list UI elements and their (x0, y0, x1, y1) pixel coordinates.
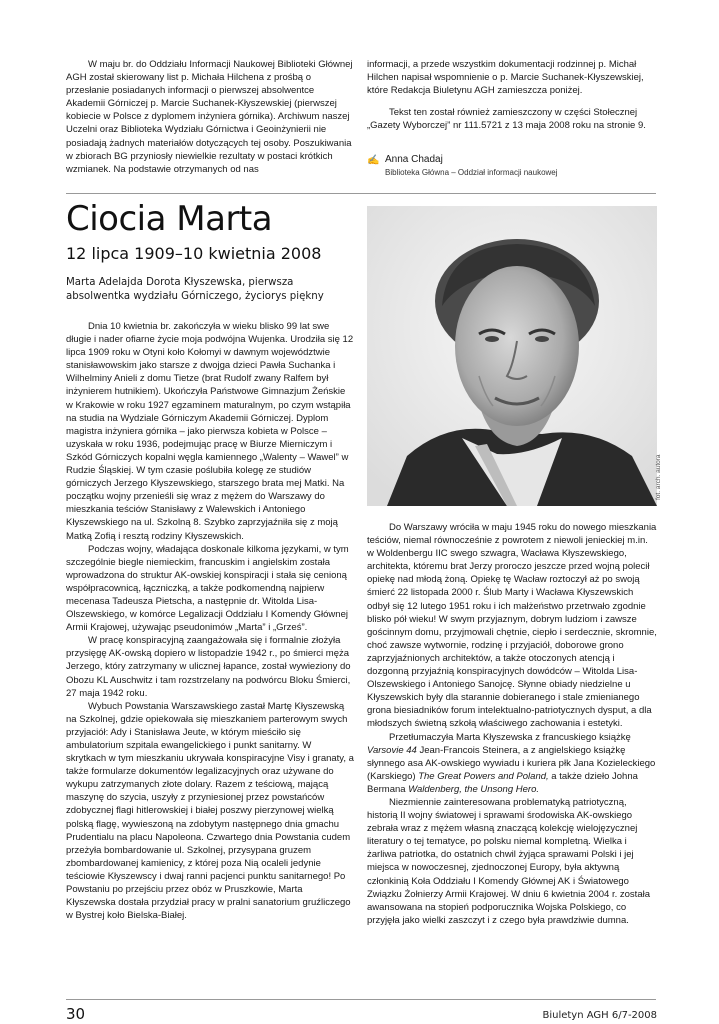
article-paragraph-translations (367, 731, 657, 796)
text-span: a także dzieło Johna Bermana (367, 770, 638, 795)
intro-left-column (66, 58, 355, 176)
author-name: Anna Chadaj (385, 154, 443, 165)
journal-name: Biuletyn AGH 6/7-2008 (542, 1010, 657, 1021)
article-left-column (66, 320, 354, 922)
author-affiliation: Biblioteka Główna – Oddział informacji naukowej (385, 168, 558, 177)
article-lead: Marta Adelajda Dorota Kłyszewska, pierwsza absolwentka wydziału Górniczego, życiorys piękny (66, 277, 324, 302)
article-right-column (367, 521, 657, 927)
intro-right-paragraph-1: informacji, a przede wszystkim dokumentacji rodzinnej p. Michał Hilchen napisał wspomnienie o p. Marcie Suchanek-Kłyszewskiej, które Redakcja Biuletynu AGH zamieszcza poniżej. (367, 59, 644, 97)
portrait-photo (367, 206, 657, 506)
pen-icon: ✍ (367, 155, 380, 166)
article-paragraph: Wybuch Powstania Warszawskiego zastał Martę Kłyszewską na Szkolnej, gdzie opiekowała się mieszkaniem parterowym swych przyjaciół: Ady i Stanisława Jeute, w którym mieściło się ambulatorium szpitala ewangelickiego i punkt sanitarny. W skrytkach w tym mieszkaniu ukrywała konspiracyjne Visy i granaty, a także formularze dokumentów legalizacyjnych oraz używane do wykupu zatrzymanych złote dolary. Razem z teściową, mającą maszynę do szycia, uszyły z przyniesionej przez powstańców zdobycznej flagi hitlerowskiej i białej poszwy pierzynowej wielką polską flagę, wywieszoną na zdobytym następnego dnia gmachu Prudentialu na placu Napoleona. Czwartego dnia Powstania cudem przeżyła bombardowanie ul. Szkolnej, przysypana gruzem zbombardowanej kamienicy, z której poza Nią ocaleli jedynie teściowie Kłyszewscy i dwaj ranni pacjenci punktu sanitarnego! Po Powstaniu po przejściu przez obóz w Pruszkowie, Marta Kłyszewska dostała przydział pracy w pralni sanatorium gruźliczego w Bystrej koło Bielska-Białej. (66, 700, 354, 922)
text-span: Jean-Francois Steinera, a z angielskiego książkę słynnego asa AK-owskiego wywiadu i kuriera płk Jana Kozieleckiego (Karskiego) (367, 744, 656, 782)
text-span: Przetłumaczyła Marta Kłyszewska z francuskiego książkę (389, 731, 631, 743)
book-title: Varsovie 44 (367, 744, 417, 756)
footer-divider (66, 999, 656, 1000)
article-paragraph: Podczas wojny, władająca doskonale kilkoma językami, w tym szczególnie biegle niemieckim, francuskim i angielskim została wprowadzona do struktur AK-owskiej konspiracji i stała się cenioną współpracownicą, łączniczką, a także podkomendną najpierw mecenasa Tadeusza Pietscha, a następnie dr. Witolda Lisa-Olszewskiego, w komórce Legalizacji Oddziału I Komendy Głównej Armii Krajowej, używając pseudonimów „Marta” i „Grześ”. (66, 543, 349, 634)
book-title: Waldenberg, the Unsong Hero. (408, 783, 539, 795)
intro-left-paragraph: W maju br. do Oddziału Informacji Naukowej Biblioteki Głównej AGH został skierowany list p. Michała Hilchena z prośbą o przesłanie posiadanych informacji o pierwszej absolwentce Akademii Górniczej p. Marcie Suchanek-Kłyszewskiej (pierwszej kobiecie w Polsce z dyplomem inżyniera górnika). Archiwum naszej Uczelni oraz Biblioteka Wydziału Górnictwa i Geoinżynierii nie posiadają żadnych materiałów dotyczących tej osoby. Poszukiwania w zbiorach BG przyniosły niewielkie rezultaty w postaci krótkich wzmianek. Na podstawie otrzymanych od nas (66, 59, 353, 175)
article-subtitle: 12 lipca 1909–10 kwietnia 2008 (66, 244, 322, 263)
intro-right-paragraph-2: Tekst ten został również zamieszczony w części Stołecznej „Gazety Wyborczej” nr 111.5721 z 13 maja 2008 roku na stronie 9. (367, 107, 646, 132)
article-paragraph: W pracę konspiracyjną zaangażowała się i formalnie złożyła przysięgę AK-owską dopiero w listopadzie 1942 r., po śmierci męża Jerzego, który zatrzymany w ulicznej łapance, został wywieziony do Obozu KL Auschwitz i tam rozstrzelany na podwórcu Bloku Śmierci, 27 maja 1942 roku. (66, 635, 351, 699)
photo-credit: fot. arch. autora (655, 454, 662, 500)
intro-author (367, 154, 657, 177)
article-title: Ciocia Marta (66, 199, 273, 239)
top-divider (66, 193, 656, 194)
book-title: The Great Powers and Poland, (418, 770, 549, 782)
intro-right-column (367, 58, 656, 132)
article-paragraph: Niezmiennie zainteresowana problematyką patriotyczną, historią II wojny światowej i sprawami środowiska AK-owskiego zebrała wraz z mężem własną znaczącą kolekcję wielojęzycznej literatury o tej tematyce, po polsku niemal kompletną. Wielka i żarliwa patriotka, do ostatnich chwil żyjąca sprawami Polski i jej miejsca w nowoczesnej, zjednoczonej Europy, była aktywną członkinią Koła Oddziału I Komendy Głównej AK i Światowego Związku Żołnierzy Armii Krajowej. W dniu 6 kwietnia 2004 r. została awansowana na stopień podporucznika Wojska Polskiego, co przyjęła jako wielki zaszczyt i z czego była prawdziwie dumna. (367, 796, 651, 926)
article-paragraph: Dnia 10 kwietnia br. zakończyła w wieku blisko 99 lat swe długie i nader ofiarne życie moja podwójna Wujenka. Urodziła się 12 lipca 1909 roku w Otyni koło Kołomyi w dawnym województwie stanisławowskim jako starsze z dwojga dzieci Pawła Suchanka i Wilhelminy Anieli z domu Tietze (brat Rudolf zwany Ralfem był inżynierem hutnikiem). Ukończyła Państwowe Gimnazjum Żeńskie w Krakowie w roku 1927 egzaminem maturalnym, po czym wstąpiła na studia na Wydziale Górniczym Akademii Górniczej. Dyplom magistra inżyniera górnika – jako pierwsza kobieta w Polsce – uzyskała w roku 1936, podejmując pracę w Biurze Mierniczym i Szkód Górniczych kopalni węgla kamiennego „Walenty – Wawel” w Rudzie Śląskiej. W tym czasie poślubiła kolegę ze studiów górniczych Jerzego Kłyszewskiego, starszego brata mej Matki. Na początku wojny przenieśli się wraz z mężem do Warszawy do mieszkania teściów Stanisławy z Walewskich i Antoniego Kłyszewskiego na ul. Szkolną 8. Szybko zaprzyjaźniła się z moją Matką Zofią i resztą rodziny Kłyszewskich. (66, 321, 354, 542)
article-paragraph: Do Warszawy wróciła w maju 1945 roku do nowego mieszkania teściów, niemal równocześnie z powrotem z niewoli jenieckiej m.in. w Woldenbergu IIC swego szwagra, Wacława Kłyszewskiego, architekta, któremu brat Jerzy proroczo jeszcze przed wojną polecił opiekę nad młodą żoną. Opiekę tę Wacław roztoczył aż po swoją śmierć 22 listopada 2000 r. Ślub Marty i Wacława Kłyszewskich odbył się 12 lutego 1951 roku i ich małżeństwo przetrwało zgodnie blisko pół wieku! W swym przyjaznym, dobrym ludziom i zawsze gościnnym domu, przyjmowali chętnie, ciepło i serdecznie, skromnie, choć zawsze wytwornie, rodzinę i przyjaciół, doborowe grono zaprzyjaźnionych architektów, a także otoczonych atencją i dozgonną przyjaźnią konspiracyjnych dowódców – Witolda Lisa-Olszewskiego i Antoniego Sanojcę. Słynne obiady niedzielne u Kłyszewskich były dla starannie dobieranego i stale zmienianego grona biesiadników forum intelektualno-patriotycznych dysput, a dla młodszych świetną szkołą właściwego zachowania i estetyki. (367, 522, 657, 730)
page-number: 30 (66, 1005, 86, 1023)
